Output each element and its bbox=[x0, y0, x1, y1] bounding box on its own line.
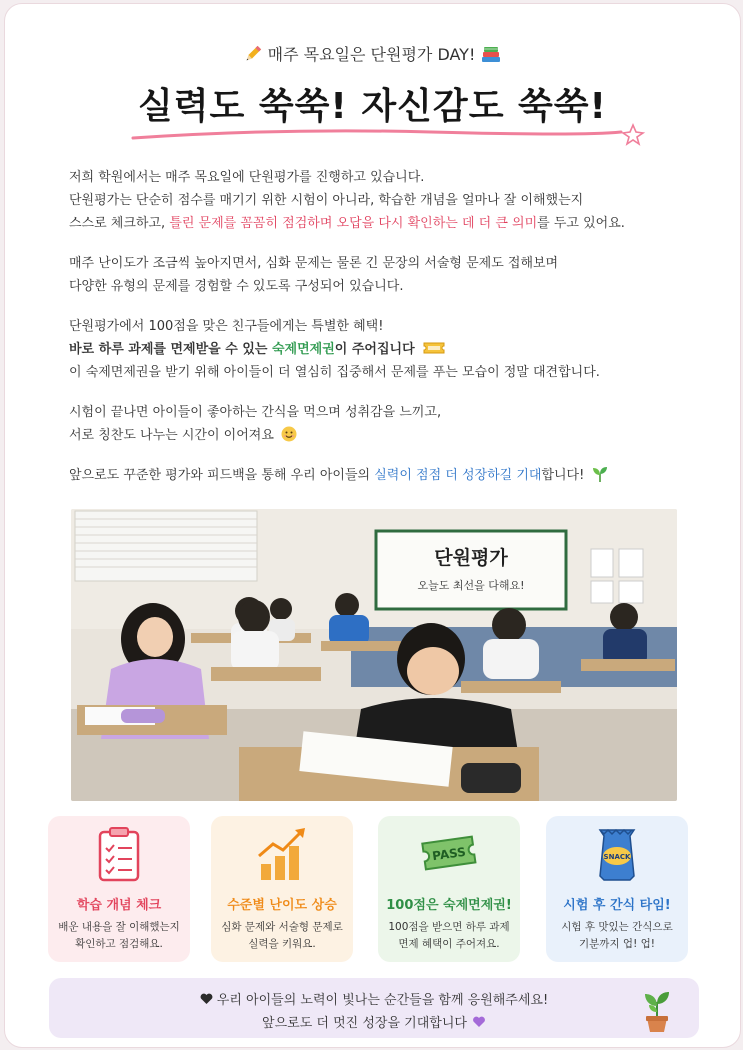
card-title: 100점은 숙제면제권! bbox=[386, 898, 512, 913]
subtitle-text: 매주 목요일은 단원평가 DAY! bbox=[267, 45, 476, 64]
card-difficulty bbox=[211, 816, 353, 962]
body-text bbox=[69, 166, 689, 504]
feature-cards bbox=[48, 816, 700, 966]
classroom-photo bbox=[71, 509, 677, 801]
card-desc: 심화 문제와 서술형 문제로 실력을 키워요. bbox=[221, 921, 343, 950]
newsletter-page bbox=[4, 3, 741, 1048]
window-blinds bbox=[75, 511, 257, 581]
title-underline bbox=[131, 122, 651, 152]
books-icon bbox=[481, 45, 501, 63]
potted-plant-icon bbox=[641, 988, 673, 1032]
ticket-icon bbox=[423, 341, 445, 355]
purple-heart-icon bbox=[472, 1016, 486, 1028]
pencil-icon bbox=[244, 45, 262, 63]
card-desc: 100점을 받으면 하루 과제 면제 혜택이 주어져요. bbox=[388, 921, 510, 950]
pass-ticket-icon bbox=[416, 826, 482, 882]
card-snack-time bbox=[546, 816, 688, 962]
subtitle bbox=[5, 42, 740, 65]
card-title: 시험 후 간식 타임! bbox=[563, 898, 671, 913]
card-desc: 시험 후 맛있는 간식으로 기분까지 업! 업! bbox=[561, 921, 673, 950]
card-homework-pass bbox=[378, 816, 520, 962]
footer-line-1: 우리 아이들의 노력이 빛나는 순간들을 함께 응원해주세요! bbox=[49, 989, 699, 1008]
clipboard-icon bbox=[92, 826, 146, 882]
bar-chart-icon bbox=[255, 826, 309, 882]
card-desc: 배운 내용을 잘 이해했는지 확인하고 점검해요. bbox=[58, 921, 180, 950]
highlight-blue: 실력이 점점 더 성장하길 기대 bbox=[374, 468, 542, 483]
card-concept-check bbox=[48, 816, 190, 962]
paragraph-intro: 저희 학원에서는 매주 목요일에 단원평가를 진행하고 있습니다. 단원평가는 단순히 점수를 매기기 위한 시험이 아니라, 학습한 개념을 얼마나 잘 이해했는지 스스로 체크하고, 틀린 문제를 꼼꼼히 점검하며 오답을 다시 확인하는 데 더 큰 의미를 두고 있어요. bbox=[69, 170, 625, 231]
highlight-green: 숙제면제권 bbox=[271, 342, 335, 357]
paragraph-closing: 앞으로도 꾸준한 평가와 피드백을 통해 우리 아이들의 실력이 점점 더 성장하길 기대합니다! bbox=[69, 464, 689, 487]
pass-label: PASS bbox=[431, 844, 467, 864]
card-title: 수준별 난이도 상승 bbox=[227, 898, 337, 913]
card-title: 학습 개념 체크 bbox=[76, 898, 162, 913]
footer-banner bbox=[49, 978, 699, 1038]
board-subtitle: 오늘도 최선을 다해요! bbox=[417, 579, 525, 592]
snack-bag-icon bbox=[590, 826, 644, 882]
paragraph-reward: 단원평가에서 100점을 맞은 친구들에게는 특별한 혜택! 바로 하루 과제를 면제받을 수 있는 숙제면제권이 주어집니다 이 숙제면제권을 받기 위해 아이들이 더 열심히 집중해서 문제를 푸는 모습이 정말 대견합니다. bbox=[69, 319, 600, 380]
highlight-red: 틀린 문제를 꼼꼼히 점검하며 오답을 다시 확인하는 데 더 큰 의미 bbox=[169, 216, 538, 231]
board-title: 단원평가 bbox=[434, 547, 508, 569]
paragraph-difficulty: 매주 난이도가 조금씩 높아지면서, 심화 문제는 물론 긴 문장의 서술형 문제도 접해보며 다양한 유형의 문제를 경험할 수 있도록 구성되어 있습니다. bbox=[69, 256, 559, 294]
smile-icon bbox=[281, 426, 297, 442]
paragraph-snack: 시험이 끝나면 아이들이 좋아하는 간식을 먹으며 성취감을 느끼고, 서로 칭찬도 나누는 시간이 이어져요 bbox=[69, 405, 442, 443]
snack-label: SNACK bbox=[603, 853, 631, 861]
page-title: 실력도 쑥쑥! 자신감도 쑥쑥! bbox=[138, 86, 607, 127]
sprout-icon bbox=[591, 466, 609, 482]
sparkle-icon bbox=[623, 125, 643, 144]
heart-icon bbox=[200, 993, 213, 1005]
footer-line-2: 앞으로도 더 멋진 성장을 기대합니다 bbox=[49, 1012, 699, 1031]
